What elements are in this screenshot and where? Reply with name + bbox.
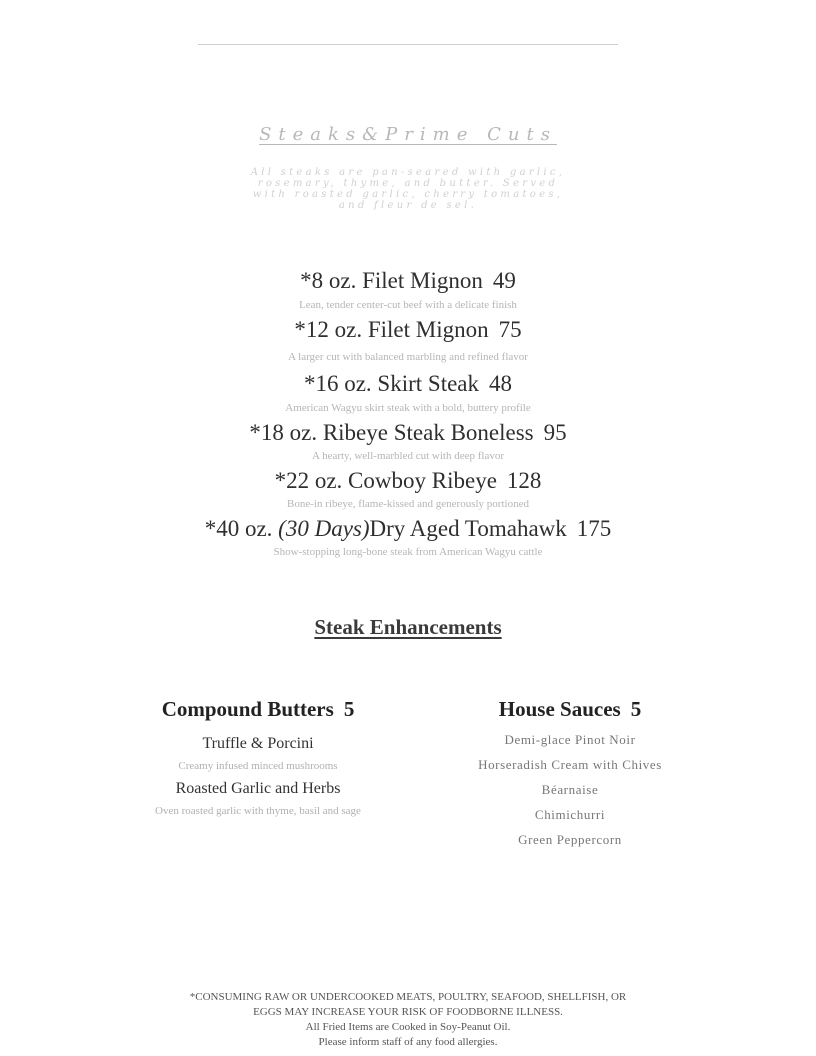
menu-item-description: American Wagyu skirt steak with a bold, buttery profile: [285, 402, 531, 414]
menu-item-price: 175: [576, 516, 612, 541]
sauce-item: Béarnaise: [541, 782, 599, 797]
column-price: 5: [343, 697, 355, 721]
disclaimer-line: All Fried Items are Cooked in Soy-Peanut Oil.: [305, 1021, 511, 1033]
menu-item-name: *8 oz. Filet Mignon 49: [300, 268, 516, 293]
menu-item-description: A hearty, well-marbled cut with deep flavor: [311, 450, 505, 462]
sauce-item: Demi-glace Pinot Noir: [504, 732, 636, 747]
menu-item-description: A larger cut with balanced marbling and refined flavor: [288, 351, 528, 363]
menu-item-description: Show-stopping long-bone steak from American Wagyu cattle: [273, 546, 543, 558]
menu-item-price: 75: [498, 317, 522, 342]
menu-item-price: 49: [492, 268, 516, 293]
column-price: 5: [630, 697, 642, 721]
butter-item-description: Creamy infused minced mushrooms: [178, 760, 338, 772]
sauce-item: Horseradish Cream with Chives: [478, 757, 662, 772]
menu-item-name: *12 oz. Filet Mignon 75: [294, 317, 522, 342]
disclaimer-line: EGGS MAY INCREASE YOUR RISK OF FOODBORNE ILLNESS.: [253, 1006, 563, 1018]
menu-item-description: Bone-in ribeye, flame-kissed and generously portioned: [287, 498, 529, 510]
menu-item-price: 95: [543, 420, 567, 445]
menu-item-name: *18 oz. Ribeye Steak Boneless 95: [249, 420, 567, 445]
sauce-item: Chimichurri: [534, 807, 606, 822]
menu-item-price: 128: [506, 468, 542, 493]
section-note-steaks: All steaks are pan-seared with garlic, rosemary, thyme, and butter. Served with roasted garlic, cherry tomatoes, and fleur de sel.: [250, 167, 566, 211]
disclaimer-line: Please inform staff of any food allergies.: [318, 1036, 498, 1048]
section-title-enhancements: Steak Enhancements: [314, 615, 502, 639]
butter-item-name: Truffle & Porcini: [202, 735, 314, 752]
disclaimer-line: *CONSUMING RAW OR UNDERCOOKED MEATS, POULTRY, SEAFOOD, SHELLFISH, OR: [189, 991, 627, 1003]
menu-item-price: 48: [489, 371, 513, 396]
butter-item-description: Oven roasted garlic with thyme, basil and sage: [155, 805, 361, 817]
sauce-item: Green Peppercorn: [518, 832, 622, 847]
column-heading: House Sauces 5: [498, 697, 642, 721]
menu-item-name: *16 oz. Skirt Steak 48: [303, 371, 513, 396]
section-title-steaks: Steaks&Prime Cuts: [259, 124, 557, 145]
column-heading: Compound Butters 5: [161, 697, 355, 721]
compound-butters-column: [108, 697, 408, 817]
top-divider: [198, 44, 618, 45]
menu-item-name: *22 oz. Cowboy Ribeye 128: [274, 468, 542, 493]
house-sauces-column: [420, 697, 720, 848]
allergy-disclaimer: [0, 990, 816, 1050]
menu-item-name: *40 oz. (30 Days)Dry Aged Tomahawk 175: [204, 516, 612, 541]
menu-item-description: Lean, tender center-cut beef with a delicate finish: [299, 299, 517, 311]
butter-item-name: Roasted Garlic and Herbs: [175, 780, 341, 797]
